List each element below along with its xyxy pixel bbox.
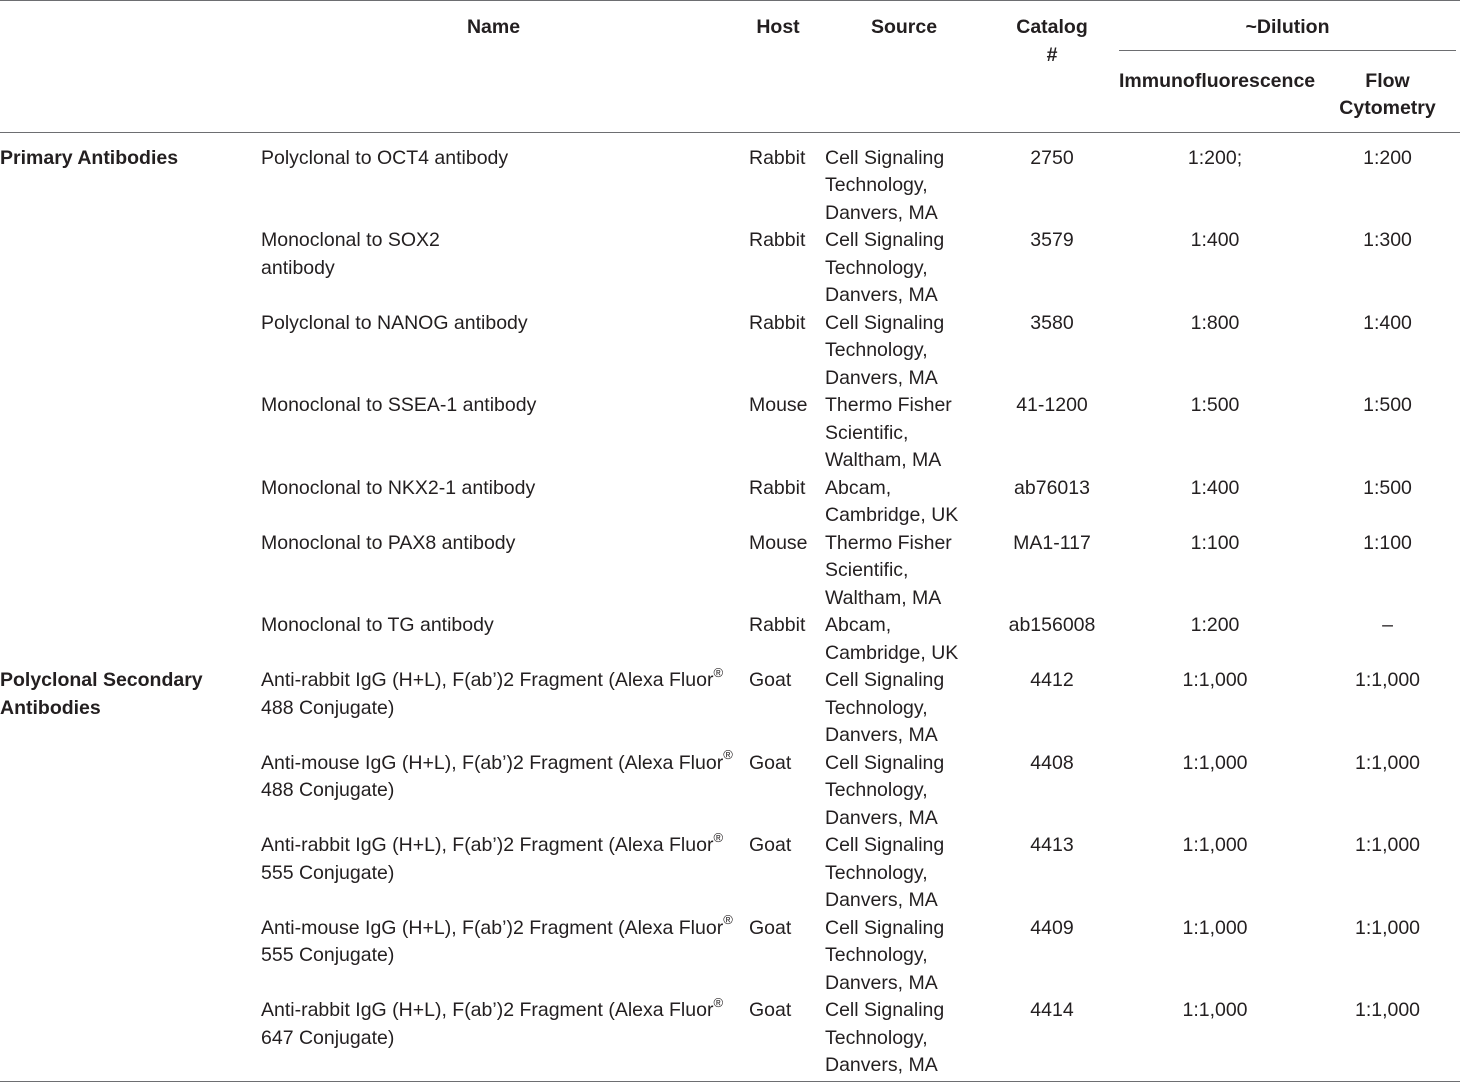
source-line2: Technology, — [825, 861, 928, 884]
antibody-name-line1 — [261, 145, 735, 173]
table-row — [0, 997, 1460, 1080]
antibody-name-text: Anti-mouse IgG (H+L), F(ab’)2 Fragment (Alexa Fluor — [261, 916, 724, 939]
source-line3: Danvers, MA — [825, 889, 938, 911]
source-cell — [819, 530, 989, 613]
antibody-name-cell — [250, 912, 737, 998]
source-cell — [819, 310, 989, 393]
source-line1: Thermo Fisher — [825, 531, 952, 554]
catalog-cell: 41-1200 — [1016, 394, 1088, 416]
catalog-cell: 3579 — [1030, 229, 1074, 251]
antibody-name-cell — [250, 227, 737, 310]
source-cell — [819, 832, 989, 915]
immunofluorescence-cell: 1:200 — [1190, 614, 1240, 636]
category-header — [0, 0, 250, 132]
category-line1: Polyclonal Secondary — [0, 669, 203, 691]
host-cell: Mouse — [749, 394, 808, 416]
immunofluorescence-cell: 1:800 — [1190, 311, 1240, 334]
antibody-name-line2: 555 Conjugate) — [261, 861, 395, 884]
host-cell: Rabbit — [749, 229, 806, 251]
source-line1: Cell Signaling — [825, 751, 945, 774]
table-row — [0, 530, 1460, 613]
flow-cytometry-cell: 1:1,000 — [1354, 669, 1421, 691]
category-cell — [0, 132, 250, 227]
source-line1: Cell Signaling — [825, 669, 945, 691]
flow-header-line1: Flow — [1365, 69, 1410, 92]
category-cell — [0, 530, 250, 613]
catalog-cell: ab156008 — [1008, 614, 1096, 636]
source-line1: Cell Signaling — [825, 229, 945, 251]
source-cell — [819, 132, 989, 227]
dilution-header-label: ~Dilution — [1119, 14, 1456, 51]
antibody-name-text: Monoclonal to SOX2 — [261, 229, 440, 251]
source-line1: Abcam, — [825, 614, 892, 636]
flow-cytometry-cell: 1:300 — [1363, 229, 1412, 251]
host-cell: Goat — [749, 751, 792, 774]
category-cell — [0, 227, 250, 310]
source-line3: Danvers, MA — [825, 724, 938, 746]
antibody-name-text: Anti-rabbit IgG (H+L), F(ab’)2 Fragment (Alexa Fluor — [261, 669, 714, 691]
antibody-name-text: Polyclonal to NANOG antibody — [261, 311, 528, 334]
catalog-header — [989, 0, 1115, 132]
source-cell — [819, 915, 989, 998]
immunofluorescence-cell: 1:400 — [1190, 229, 1240, 251]
table-body — [0, 132, 1460, 1080]
antibody-name-text: Monoclonal to NKX2-1 antibody — [261, 476, 536, 499]
antibody-name-line1 — [261, 392, 735, 420]
source-line1: Abcam, — [825, 476, 892, 499]
catalog-cell: MA1-117 — [1013, 531, 1091, 554]
table-row — [0, 310, 1460, 393]
category-cell — [0, 667, 250, 750]
category-cell — [0, 997, 250, 1080]
source-line1: Cell Signaling — [825, 146, 945, 169]
source-cell — [819, 667, 989, 750]
flow-cytometry-cell: 1:1,000 — [1354, 751, 1421, 774]
source-line3: Danvers, MA — [825, 971, 938, 994]
table-row — [0, 612, 1460, 667]
antibody-name-cell — [250, 530, 737, 613]
source-line2: Cambridge, UK — [825, 641, 959, 664]
source-line3: Waltham, MA — [825, 586, 942, 609]
immunofluorescence-cell: 1:1,000 — [1182, 916, 1248, 939]
flow-cytometry-cell: 1:100 — [1363, 531, 1412, 554]
antibody-name-cell — [250, 994, 737, 1080]
immunofluorescence-header: Immunofluorescence — [1119, 69, 1316, 92]
flow-cytometry-cell: 1:500 — [1363, 394, 1412, 416]
catalog-header-line2: # — [1046, 43, 1058, 66]
category-cell — [0, 310, 250, 393]
host-cell: Goat — [749, 834, 792, 856]
source-line2: Technology, — [825, 339, 928, 361]
catalog-cell: 4414 — [1030, 999, 1074, 1021]
flow-cytometry-cell: 1:1,000 — [1354, 834, 1421, 856]
host-cell: Goat — [749, 916, 792, 939]
source-cell — [819, 227, 989, 310]
source-line3: Danvers, MA — [825, 201, 938, 224]
antibody-name-line1 — [261, 475, 735, 503]
category-cell — [0, 612, 250, 667]
antibody-name-cell — [250, 664, 737, 750]
table-row — [0, 475, 1460, 530]
immunofluorescence-cell: 1:500 — [1190, 394, 1240, 416]
source-line3: Danvers, MA — [825, 284, 938, 306]
source-line2: Scientific, — [825, 421, 909, 444]
immunofluorescence-cell: 1:1,000 — [1182, 669, 1248, 691]
flow-cytometry-header — [1315, 59, 1460, 133]
immunofluorescence-cell: 1:400 — [1190, 476, 1240, 499]
antibody-name-line1 — [261, 664, 735, 695]
source-line2: Technology, — [825, 944, 928, 966]
source-line1: Thermo Fisher — [825, 394, 952, 416]
category-line2: Antibodies — [0, 696, 101, 719]
table-header — [0, 0, 1460, 132]
antibody-name-text: Monoclonal to TG antibody — [261, 614, 494, 636]
table-row — [0, 132, 1460, 227]
host-cell: Rabbit — [749, 476, 806, 499]
antibody-name-line1 — [261, 747, 735, 778]
immunofluorescence-cell: 1:1,000 — [1182, 834, 1248, 856]
immunofluorescence-cell: 1:100 — [1190, 531, 1240, 554]
antibody-name-cell — [250, 132, 737, 227]
source-line3: Waltham, MA — [825, 449, 942, 471]
table-row — [0, 915, 1460, 998]
antibody-name-line2: antibody — [261, 256, 335, 279]
immunofluorescence-cell: 1:1,000 — [1182, 751, 1248, 774]
antibody-name-cell — [250, 475, 737, 530]
source-line2: Technology, — [825, 1026, 928, 1049]
source-line1: Cell Signaling — [825, 916, 945, 939]
antibody-name-cell — [250, 392, 737, 475]
antibody-name-line1 — [261, 994, 735, 1025]
name-header: Name — [466, 16, 521, 38]
source-line3: Danvers, MA — [825, 366, 938, 389]
antibody-name-cell — [250, 310, 737, 393]
top-rule — [0, 0, 1460, 1]
source-line2: Cambridge, UK — [825, 504, 959, 526]
antibody-name-text: Monoclonal to SSEA-1 antibody — [261, 394, 537, 416]
host-cell: Rabbit — [749, 146, 806, 169]
table-row — [0, 832, 1460, 915]
antibody-name-line2: 488 Conjugate) — [261, 696, 395, 719]
antibody-name-cell — [250, 612, 737, 667]
category-line1: Primary Antibodies — [0, 146, 179, 169]
host-cell: Rabbit — [749, 614, 806, 636]
source-line3: Danvers, MA — [825, 806, 938, 829]
source-line2: Technology, — [825, 779, 928, 801]
catalog-cell: 4408 — [1030, 751, 1074, 774]
antibody-name-line2: 647 Conjugate) — [261, 1026, 395, 1049]
antibody-name-line2: 488 Conjugate) — [261, 779, 395, 801]
antibody-name-cell — [250, 747, 737, 833]
flow-cytometry-cell: 1:500 — [1363, 476, 1412, 499]
category-cell — [0, 475, 250, 530]
source-line2: Technology, — [825, 696, 928, 719]
catalog-header-line1: Catalog — [1016, 16, 1088, 38]
antibody-name-line1 — [261, 829, 735, 860]
host-header: Host — [756, 16, 800, 38]
antibody-name-line1 — [261, 612, 735, 640]
source-cell — [819, 392, 989, 475]
source-cell — [819, 475, 989, 530]
category-cell — [0, 915, 250, 998]
antibody-name-cell — [250, 829, 737, 915]
flow-cytometry-cell: 1:400 — [1363, 311, 1412, 334]
source-line1: Cell Signaling — [825, 834, 945, 856]
flow-cytometry-cell: 1:200 — [1363, 146, 1412, 169]
table-row — [0, 227, 1460, 310]
table-row — [0, 667, 1460, 750]
flow-header-line2: Cytometry — [1339, 97, 1436, 119]
host-cell: Rabbit — [749, 311, 806, 334]
table-row — [0, 392, 1460, 475]
registered-mark: ® — [713, 664, 724, 680]
source-line1: Cell Signaling — [825, 999, 945, 1021]
antibody-name-line2: 555 Conjugate) — [261, 944, 395, 966]
source-cell — [819, 997, 989, 1080]
source-line2: Scientific, — [825, 559, 909, 581]
registered-mark: ® — [723, 912, 733, 927]
category-cell — [0, 392, 250, 475]
antibody-name-text: Polyclonal to OCT4 antibody — [261, 146, 509, 169]
catalog-cell: 2750 — [1030, 146, 1074, 169]
source-line1: Cell Signaling — [825, 311, 945, 334]
antibody-name-line1 — [261, 912, 735, 943]
antibody-name-line1 — [261, 227, 735, 255]
source-line2: Technology, — [825, 256, 928, 279]
immunofluorescence-cell: 1:1,000 — [1182, 999, 1248, 1021]
registered-mark: ® — [713, 994, 724, 1010]
source-line3: Danvers, MA — [825, 1054, 938, 1076]
source-cell — [819, 750, 989, 833]
category-cell — [0, 832, 250, 915]
antibody-name-line1 — [261, 530, 735, 558]
antibody-name-text: Anti-mouse IgG (H+L), F(ab’)2 Fragment (Alexa Fluor — [261, 751, 724, 774]
dilution-header — [1115, 0, 1460, 59]
antibody-name-text: Monoclonal to PAX8 antibody — [261, 531, 516, 554]
flow-cytometry-cell: – — [1382, 614, 1393, 636]
antibody-name-line1 — [261, 310, 735, 338]
registered-mark: ® — [723, 747, 733, 762]
catalog-cell: ab76013 — [1014, 476, 1090, 499]
antibody-name-text: Anti-rabbit IgG (H+L), F(ab’)2 Fragment (Alexa Fluor — [261, 834, 714, 856]
source-header: Source — [870, 16, 938, 38]
source-cell — [819, 612, 989, 667]
category-cell — [0, 750, 250, 833]
catalog-cell: 4413 — [1030, 834, 1074, 856]
immunofluorescence-cell: 1:200; — [1187, 146, 1243, 169]
flow-cytometry-cell: 1:1,000 — [1354, 999, 1421, 1021]
table-row — [0, 750, 1460, 833]
source-line2: Technology, — [825, 174, 928, 196]
antibody-name-text: Anti-rabbit IgG (H+L), F(ab’)2 Fragment (Alexa Fluor — [261, 999, 714, 1021]
flow-cytometry-cell: 1:1,000 — [1354, 916, 1421, 939]
catalog-cell: 4409 — [1030, 916, 1074, 939]
host-cell: Mouse — [749, 531, 808, 554]
registered-mark: ® — [713, 829, 724, 845]
catalog-cell: 3580 — [1030, 311, 1074, 334]
catalog-cell: 4412 — [1030, 669, 1074, 691]
bottom-rule — [0, 1081, 1460, 1082]
host-cell: Goat — [749, 669, 792, 691]
host-cell: Goat — [749, 999, 792, 1021]
